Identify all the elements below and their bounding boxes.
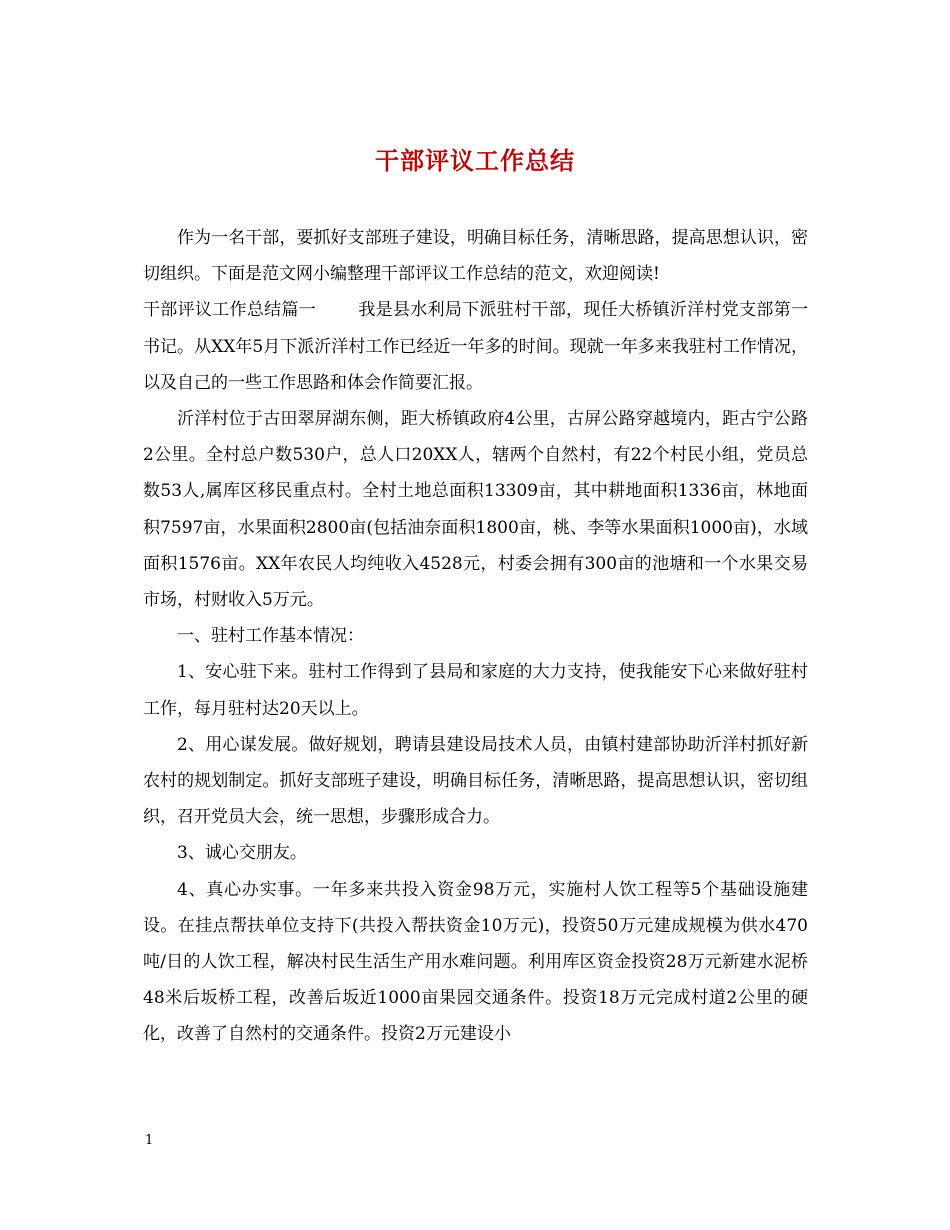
document-title: 干部评议工作总结 xyxy=(375,146,575,175)
section-heading: 干部评议工作总结篇一 xyxy=(143,300,317,321)
paragraph-village-profile: 沂洋村位于古田翠屏湖东侧，距大桥镇政府4公里，古屏公路穿越境内，距古宁公路2公里。全村总户数530户，总人口20XX人，辖两个自然村，有22个村民小组，党员总数53人,属库区移民重点村。全村土地总面积13309亩，其中耕地面积1336亩，林地面积7597亩，水果面积2800亩(包括油奈面积1800亩，桃、李等水果面积1000亩)，水域面积1576亩。XX年农民人均纯收入4528元，村委会拥有300亩的池塘和一个水果交易市场，村财收入5万元。 xyxy=(143,409,808,611)
paragraph-item-3: 3、诚心交朋友。 xyxy=(177,843,307,864)
paragraph-section-one xyxy=(143,292,808,401)
document-body xyxy=(143,220,808,1053)
paragraph-intro: 作为一名干部，要抓好支部班子建设，明确目标任务，清晰思路，提高思想认识，密切组织。下面是范文网小编整理干部评议工作总结的范文，欢迎阅读! xyxy=(143,228,808,285)
section-text: 我是县水利局下派驻村干部，现任大桥镇沂洋村党支部第一书记。从XX年5月下派沂洋村工作已经近一年多的时间。现就一年多来我驻村工作情况，以及自己的一些工作思路和体会作简要汇报。 xyxy=(143,300,809,393)
paragraph-heading-basic: 一、驻村工作基本情况： xyxy=(177,626,364,647)
page-number: 1 xyxy=(145,1133,154,1148)
paragraph-item-1: 1、安心驻下来。驻村工作得到了县局和家庭的大力支持，使我能安下心来做好驻村工作，每月驻村达20天以上。 xyxy=(143,662,808,719)
paragraph-item-2: 2、用心谋发展。做好规划，聘请县建设局技术人员，由镇村建部协助沂洋村抓好新农村的规划制定。抓好支部班子建设，明确目标任务，清晰思路，提高思想认识，密切组织，召开党员大会，统一思想，步骤形成合力。 xyxy=(143,734,808,828)
paragraph-item-4: 4、真心办实事。一年多来共投入资金98万元，实施村人饮工程等5个基础设施建设。在挂点帮扶单位支持下(共投入帮扶资金10万元)，投资50万元建成规模为供水470吨/日的人饮工程，解决村民生活生产用水难问题。利用库区资金投资28万元新建水泥桥48米后坂桥工程，改善后坂近1000亩果园交通条件。投资18万元完成村道2公里的硬化，改善了自然村的交通条件。投资2万元建设小 xyxy=(143,879,808,1045)
